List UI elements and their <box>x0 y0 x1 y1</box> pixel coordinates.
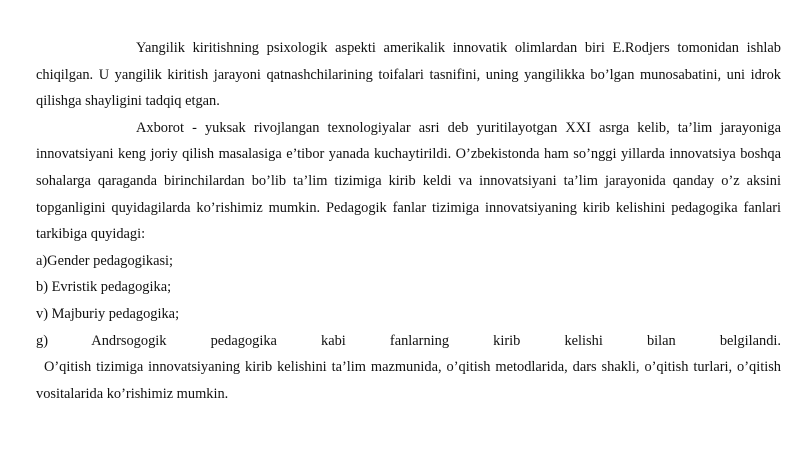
paragraph-rodjers: Yangilik kiritishning psixologik aspekti amerikalik innovatik olimlardan biri E.Rodjers tomonidan ishlab chiqilgan. U yangilik kiritish jarayoni qatnashchilarining toifalari tasnifini, uning yangilikka bo’lgan munosabatini, uni idrok qilishga shayligini tadqiq etgan. <box>36 40 781 110</box>
list-item-gender: a)Gender pedagogikasi; <box>36 252 174 269</box>
list-item-majburiy: v) Majburiy pedagogika; <box>36 305 180 322</box>
list-item-andragogik: g) Andrsogogik pedagogika kabi fanlarning kirib kelishi bilan belgilandi. <box>36 332 781 349</box>
list-item-evristik: b) Evristik pedagogika; <box>36 279 172 296</box>
paragraph-axborot: Axborot - yuksak rivojlangan texnologiyalar asri deb yuritilayotgan XXI asrga kelib, ta’lim jarayoniga innovatsiyani keng joriy qilish masalasiga e’tibor yanada kuchaytirildi. O’zbekistonda ham so’nggi yillarda innovatsiya boshqa sohalarga qaraganda birinchilardan bo’lib ta’lim tizimiga kirib keldi va innovatsiyani ta’lim jarayonida qanday o’z aksini topganligini quyidagilarda ko’rishimiz mumkin. Pedagogik fanlar tizimiga innovatsiyaning kirib kelishini pedagogika fanlari tarkibiga quyidagi: <box>36 119 781 243</box>
paragraph-oqitish: O’qitish tizimiga innovatsiyaning kirib kelishini ta’lim mazmunida, o’qitish metodlarida, dars shakli, o’qitish turlari, o’qitish vositalarida ko’rishimiz mumkin. <box>36 359 781 402</box>
document-body <box>36 35 781 407</box>
